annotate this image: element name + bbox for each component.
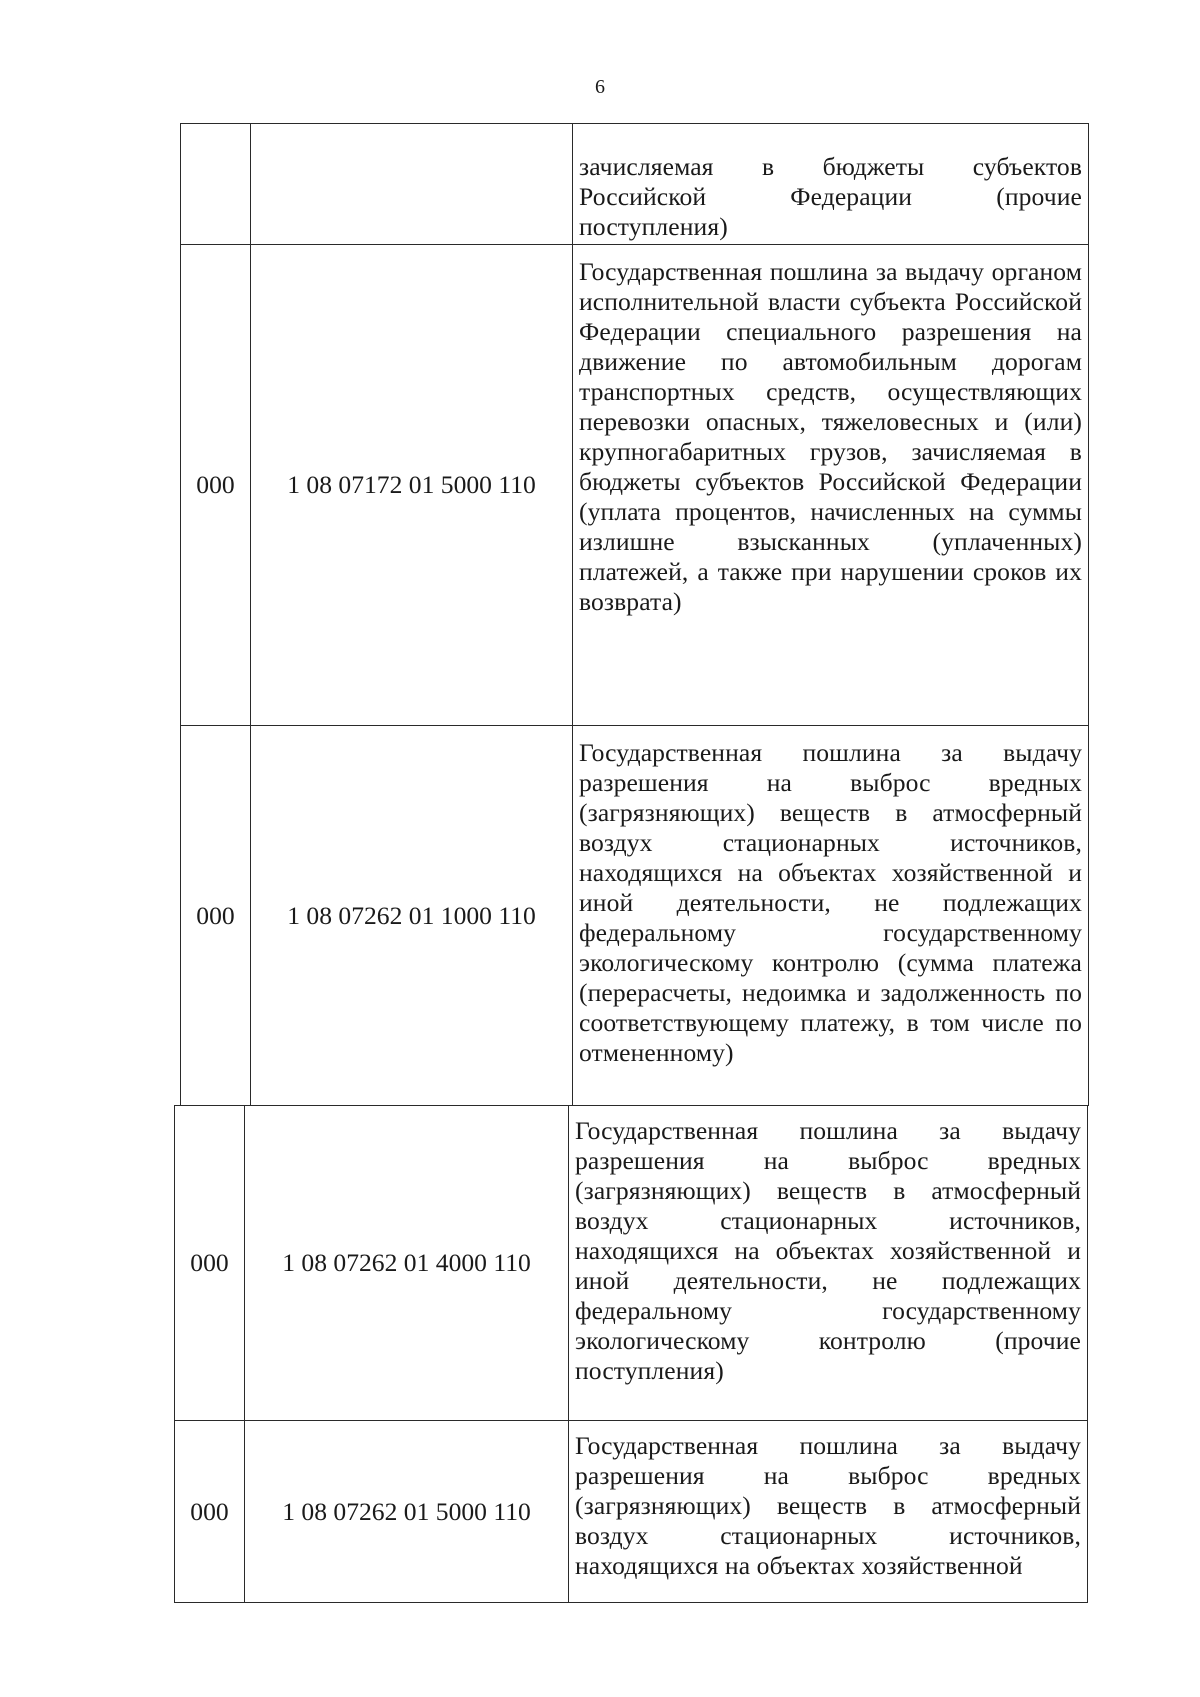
table-row (175, 1106, 1088, 1421)
admin-code-cell (181, 124, 251, 245)
kbk-cell: 1 08 07172 01 5000 110 (251, 245, 573, 726)
description-text: Государственная пошлина за выдачу разрешения на выброс вредных (загрязняющих) веществ в атмосферный воздух стационарных источников, находящихся на объектах хозяйственной и иной деятельности, не подлежащих федеральному государственному экологическому контролю (сумма платежа (перерасчеты, недоимка и задолженность по соответствующему платежу, в том числе по отмененному) (579, 738, 1082, 1067)
page-number: 6 (595, 76, 605, 98)
table-row (181, 124, 1089, 245)
description-cell (573, 726, 1089, 1106)
revenue-codes-table-continued (174, 1105, 1088, 1603)
admin-code-cell: 000 (175, 1106, 245, 1421)
description-text: Государственная пошлина за выдачу разрешения на выброс вредных (загрязняющих) веществ в атмосферный воздух стационарных источников, находящихся на объектах хозяйственной и иной деятельности, не подлежащих федеральному государственному экологическому контролю (прочие поступления) (575, 1116, 1081, 1385)
description-cell (573, 124, 1089, 245)
table-row (175, 1421, 1088, 1603)
table-row (181, 726, 1089, 1106)
description-cell (569, 1106, 1088, 1421)
revenue-codes-table (180, 123, 1089, 1106)
description-text: зачисляемая в бюджеты субъектов Российской Федерации (прочие поступления) (579, 152, 1082, 241)
description-cell (569, 1421, 1088, 1603)
kbk-cell (251, 124, 573, 245)
description-text: Государственная пошлина за выдачу разрешения на выброс вредных (загрязняющих) веществ в атмосферный воздух стационарных источников, находящихся на объектах хозяйственной (575, 1431, 1081, 1580)
description-text: Государственная пошлина за выдачу органом исполнительной власти субъекта Российской Федерации специального разрешения на движение по автомобильным дорогам транспортных средств, осуществляющих перевозки опасных, тяжеловесных и (или) крупногабаритных грузов, зачисляемая в бюджеты субъектов Российской Федерации (уплата процентов, начисленных на суммы излишне взысканных (уплаченных) платежей, а также при нарушении сроков их возврата) (579, 257, 1082, 616)
admin-code-cell: 000 (181, 726, 251, 1106)
kbk-cell: 1 08 07262 01 5000 110 (245, 1421, 569, 1603)
admin-code-cell: 000 (175, 1421, 245, 1603)
table-row (181, 245, 1089, 726)
kbk-cell: 1 08 07262 01 4000 110 (245, 1106, 569, 1421)
admin-code-cell: 000 (181, 245, 251, 726)
description-cell (573, 245, 1089, 726)
kbk-cell: 1 08 07262 01 1000 110 (251, 726, 573, 1106)
